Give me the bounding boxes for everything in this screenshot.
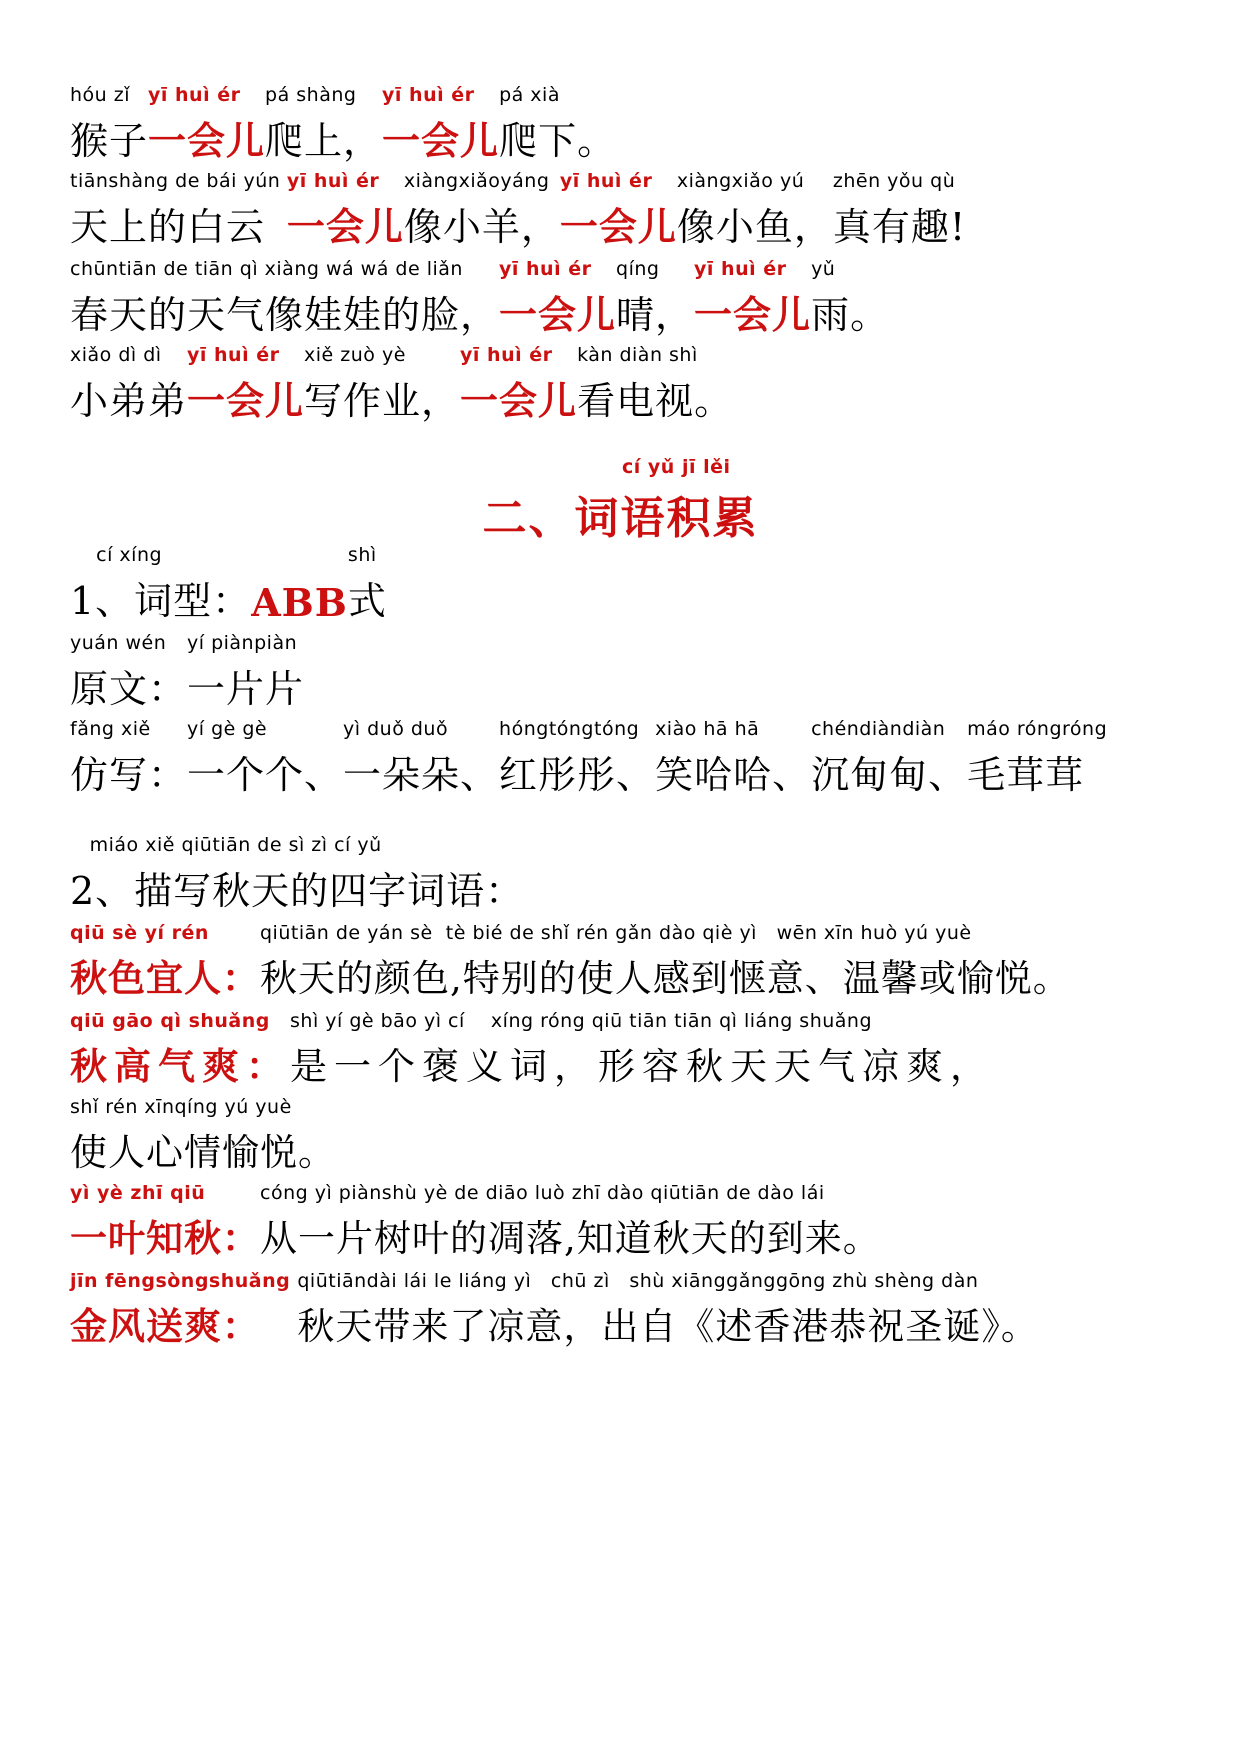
text-segment [290, 1006, 994, 1090]
hanzi-text: 一会儿 [286, 204, 404, 249]
text-segment [811, 714, 967, 799]
text-segment [187, 714, 343, 799]
pinyin-annotation: chūntiān de tiān qì xiàng wá wá de liǎn [70, 258, 470, 280]
pinyin-annotation: yí piànpiàn [187, 632, 298, 654]
pinyin-annotation: pá shàng [265, 84, 377, 106]
hanzi-text: 毛茸茸 [967, 753, 1085, 797]
text-segment [677, 166, 833, 251]
pinyin-annotation: xiě zuò yè [304, 344, 413, 366]
pinyin-annotation: yì duǒ duǒ [343, 718, 455, 740]
text-segment [833, 166, 966, 251]
hanzi-text: 式 [347, 579, 387, 623]
idiom-2 [70, 1006, 994, 1090]
pinyin-annotation: shì [347, 544, 377, 566]
pinyin-annotation: xiàngxiǎo yú [676, 170, 818, 192]
imitate-line [70, 714, 1107, 799]
hanzi-text: 一会儿 [148, 118, 266, 163]
pinyin-annotation: chéndiàndiàn [811, 718, 946, 740]
text-segment [70, 714, 187, 799]
pinyin-annotation: tiānshàng de bái yún [70, 170, 287, 192]
original-line [70, 628, 304, 713]
idiom-1 [70, 918, 1071, 1002]
pinyin-annotation: cí xíng [70, 544, 163, 566]
pinyin-annotation: máo róngróng [967, 718, 1108, 740]
text-segment [70, 830, 524, 915]
highlighted-phrase [560, 166, 677, 251]
sentence-3 [70, 254, 889, 339]
hanzi-text: 晴， [616, 293, 695, 337]
text-segment [348, 540, 387, 625]
highlighted-phrase [382, 80, 499, 165]
text-segment [811, 254, 889, 339]
text-segment [499, 714, 655, 799]
highlighted-phrase [70, 1178, 260, 1262]
text-segment [616, 254, 694, 339]
hanzi-text: ABB [251, 580, 348, 625]
hanzi-text: 雨。 [811, 293, 890, 337]
hanzi-text: 1、词型： [70, 579, 252, 623]
hanzi-text: 金风送爽： [70, 1304, 260, 1348]
hanzi-text: 2、描写秋天的四字词语： [70, 869, 525, 913]
text-segment [70, 628, 187, 713]
highlighted-phrase [287, 166, 404, 251]
pinyin-annotation: cí yǔ jī lěi [622, 456, 731, 478]
sentence-1 [70, 80, 616, 165]
highlighted-phrase [70, 1006, 290, 1090]
pinyin-annotation: miáo xiě qiūtiān de sì zì cí yǔ [70, 834, 382, 856]
pinyin-annotation: yī huì ér [382, 84, 482, 106]
pinyin-annotation: hóngtóngtóng [499, 718, 640, 740]
pinyin-annotation: qiū gāo qì shuǎng [70, 1010, 277, 1032]
text-segment [70, 80, 148, 165]
item-1-heading [70, 540, 387, 625]
hanzi-text: 一会儿 [187, 378, 305, 423]
pinyin-annotation: shì yí gè bāo yì cí xíng róng qiū tiān tiān qì liáng shuǎng [290, 1010, 873, 1032]
text-segment [967, 714, 1107, 799]
pinyin-annotation: yī huì ér [286, 170, 387, 192]
item-2-heading [70, 830, 524, 915]
pinyin-annotation: qiūtiāndài lái le liáng yì chū zì shù xiānggǎnggōng zhù shèng dàn [297, 1270, 979, 1292]
highlighted-phrase [499, 254, 616, 339]
hanzi-text: 一个个、 [187, 753, 344, 797]
highlighted-phrase [251, 550, 348, 625]
hanzi-text: 秋色宜人： [70, 956, 260, 1000]
pinyin-annotation: yí gè gè [187, 718, 274, 740]
text-segment [265, 80, 382, 165]
hanzi-text: 一会儿 [460, 378, 578, 423]
pinyin-annotation: xiàngxiǎoyáng [403, 170, 556, 192]
text-segment [655, 714, 811, 799]
hanzi-text: 秋天带来了凉意，出自《述香港恭祝圣诞》。 [297, 1305, 1039, 1348]
hanzi-text: 真有趣! [832, 205, 967, 249]
hanzi-text: 爬下。 [499, 119, 617, 163]
text-segment [577, 340, 733, 425]
pinyin-annotation: yì yè zhī qiū [70, 1182, 220, 1204]
highlighted-phrase [187, 340, 304, 425]
pinyin-annotation: xiǎo dì dì [70, 344, 169, 366]
text-segment [297, 1266, 1039, 1350]
hanzi-text: 像小羊， [403, 205, 560, 249]
section-title [0, 452, 1241, 546]
hanzi-text: 秋天的颜色,特别的使人感到惬意、温馨或愉悦。 [260, 957, 1071, 1000]
pinyin-annotation: yī huì ér [559, 170, 660, 192]
hanzi-text: 仿写： [70, 753, 188, 797]
hanzi-text: 写作业， [304, 379, 461, 423]
hanzi-text: 沉甸甸、 [811, 753, 968, 797]
pinyin-annotation: fǎng xiě [70, 718, 158, 740]
text-segment [70, 1092, 336, 1176]
pinyin-annotation: xiào hā hā [655, 718, 766, 740]
hanzi-text: 爬上， [265, 119, 383, 163]
pinyin-annotation: qíng [616, 258, 667, 280]
pinyin-annotation: yī huì ér [694, 258, 794, 280]
highlighted-phrase [148, 80, 265, 165]
idiom-4 [70, 1266, 1039, 1350]
pinyin-annotation: zhēn yǒu qù [832, 170, 956, 192]
highlighted-phrase [70, 1266, 297, 1350]
section-heading-text: 二、词语积累 [482, 493, 759, 544]
text-segment [70, 540, 251, 625]
pinyin-annotation: jīn fēngsòngshuǎng [70, 1270, 298, 1292]
hanzi-text: 一朵朵、 [343, 753, 500, 797]
text-segment [70, 340, 187, 425]
hanzi-text: 红彤彤、 [499, 753, 656, 797]
pinyin-annotation: yǔ [811, 258, 836, 280]
hanzi-text: 一会儿 [499, 292, 617, 337]
hanzi-text: 春天的天气像娃娃的脸， [70, 293, 500, 337]
hanzi-text: 一叶知秋： [70, 1216, 260, 1260]
hanzi-text: 天上的白云 [70, 205, 266, 249]
hanzi-text: 一会儿 [559, 204, 677, 249]
pinyin-annotation: yuán wén [70, 632, 173, 654]
hanzi-text: 小弟弟 [70, 379, 188, 423]
idiom-3 [70, 1178, 881, 1262]
hanzi-text: 看电视。 [577, 379, 734, 423]
text-segment [343, 714, 499, 799]
pinyin-annotation: hóu zǐ [70, 84, 137, 106]
hanzi-text: 一会儿 [694, 292, 812, 337]
text-segment [70, 166, 287, 251]
pinyin-annotation: kàn diàn shì [577, 344, 698, 366]
text-segment [404, 166, 560, 251]
hanzi-text: 是一个褒义词，形容秋天天气凉爽， [290, 1045, 994, 1088]
hanzi-text: 使人心情愉悦。 [70, 1131, 336, 1174]
pinyin-annotation: cóng yì piànshù yè de diāo luò zhī dào qiūtiān de dào lái [260, 1182, 825, 1204]
pinyin-annotation: shǐ rén xīnqíng yú yuè [70, 1096, 292, 1118]
idiom-2-cont [70, 1092, 336, 1176]
text-segment [499, 80, 616, 165]
text-segment [70, 254, 499, 339]
sentence-2 [70, 166, 966, 251]
hanzi-text: 从一片树叶的凋落,知道秋天的到来。 [260, 1217, 881, 1260]
highlighted-phrase [694, 254, 811, 339]
text-segment [260, 1178, 881, 1262]
sentence-4 [70, 340, 733, 425]
hanzi-text: 一片片 [187, 667, 305, 711]
section-title-block [483, 452, 759, 546]
pinyin-annotation [251, 550, 348, 580]
pinyin-annotation: yī huì ér [460, 344, 560, 366]
hanzi-text: 像小鱼， [676, 205, 833, 249]
pinyin-annotation: qiū sè yí rén [70, 922, 224, 944]
pinyin-annotation: yī huì ér [499, 258, 599, 280]
hanzi-text: 原文： [70, 667, 188, 711]
hanzi-text: 猴子 [70, 119, 149, 163]
pinyin-annotation: yī huì ér [148, 84, 248, 106]
pinyin-annotation: qiūtiān de yán sè tè bié de shǐ rén gǎn dào qiè yì wēn xīn huò yú yuè [260, 922, 972, 944]
pinyin-annotation: yī huì ér [187, 344, 287, 366]
hanzi-text: 笑哈哈、 [655, 753, 812, 797]
text-segment [187, 628, 304, 713]
hanzi-text: 秋高气爽： [70, 1044, 290, 1088]
highlighted-phrase [460, 340, 577, 425]
highlighted-phrase [70, 918, 260, 1002]
hanzi-text: 一会儿 [382, 118, 500, 163]
text-segment [260, 918, 1071, 1002]
text-segment [304, 340, 460, 425]
pinyin-annotation: pá xià [499, 84, 560, 106]
